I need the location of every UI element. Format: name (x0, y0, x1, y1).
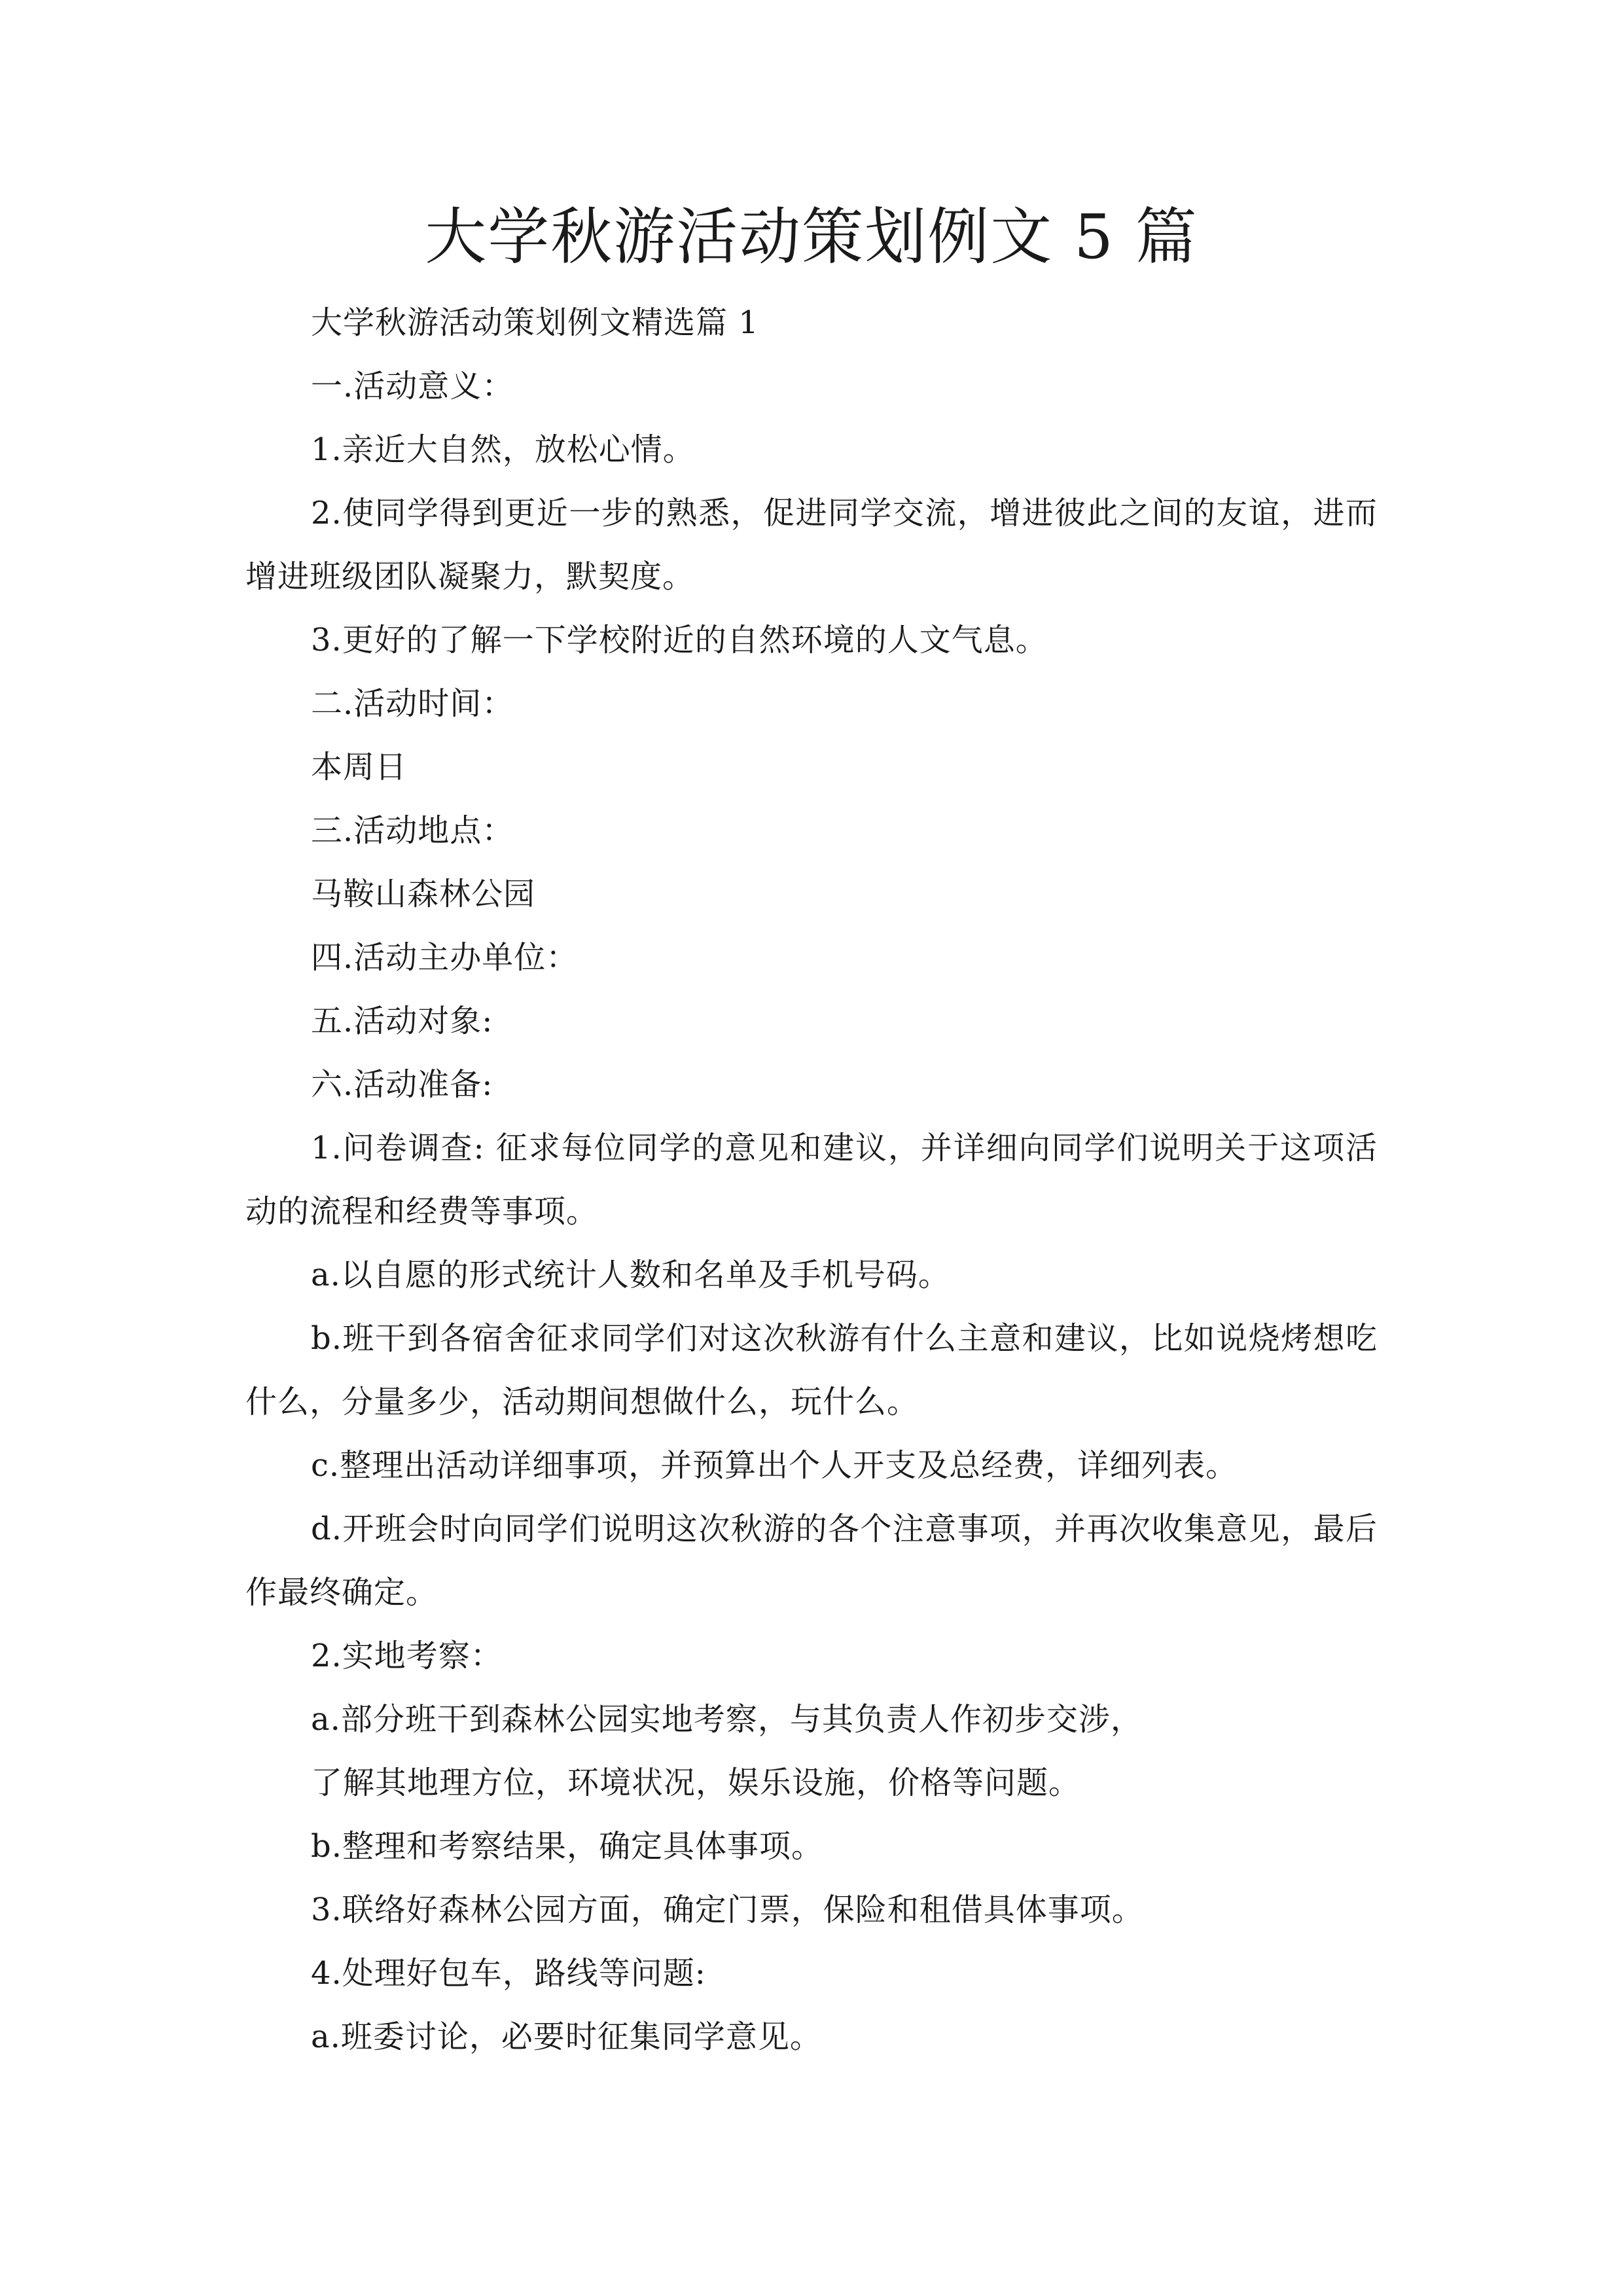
section-heading: 大学秋游活动策划例文精选篇 1 (311, 304, 759, 341)
paragraph: a.以自愿的形式统计人数和名单及手机号码。 (311, 1257, 950, 1293)
paragraph: 2.使同学得到更近一步的熟悉，促进同学交流，增进彼此之间的友谊，进而增进班级团队凝聚力，默契度。 (245, 495, 1378, 595)
paragraph: 六.活动准备: (311, 1066, 493, 1103)
paragraph: d.开班会时向同学们说明这次秋游的各个注意事项，并再次收集意见，最后作最终确定。 (245, 1511, 1378, 1611)
paragraph: 三.活动地点： (311, 812, 514, 849)
paragraph: c.整理出活动详细事项，并预算出个人开支及总经费，详细列表。 (311, 1447, 1238, 1484)
paragraph: 4.处理好包车，路线等问题: (311, 1955, 706, 1992)
paragraph: 1.亲近大自然，放松心情。 (311, 431, 695, 468)
paragraph: 二.活动时间： (311, 685, 514, 722)
paragraph: 3.更好的了解一下学校附近的自然环境的人文气息。 (311, 622, 1048, 658)
paragraph: b.整理和考察结果，确定具体事项。 (311, 1828, 823, 1865)
paragraph: 了解其地理方位，环境状况，娱乐设施，价格等问题。 (311, 1765, 1081, 1801)
paragraph: 1.问卷调查: 征求每位同学的意见和建议，并详细向同学们说明关于这项活动的流程和经费等事项。 (245, 1130, 1378, 1230)
paragraph: b.班干到各宿舍征求同学们对这次秋游有什么主意和建议，比如说烧烤想吃什么，分量多少，活动期间想做什么，玩什么。 (245, 1320, 1378, 1420)
document-title: 大学秋游活动策划例文 5 篇 (425, 202, 1198, 273)
paragraph: a.班委讨论，必要时征集同学意见。 (311, 2018, 822, 2055)
paragraph: 四.活动主办单位： (311, 939, 579, 976)
paragraph: 本周日 (311, 749, 408, 785)
document-body (245, 291, 1378, 2069)
paragraph: 马鞍山森林公园 (311, 876, 536, 912)
paragraph: 五.活动对象: (311, 1003, 493, 1039)
paragraph: 一.活动意义： (311, 368, 514, 404)
paragraph: a.部分班干到森林公园实地考察，与其负责人作初步交涉， (311, 1701, 1143, 1738)
paragraph: 2.实地考察： (311, 1638, 503, 1674)
paragraph: 3.联络好森林公园方面，确定门票，保险和租借具体事项。 (311, 1892, 1144, 1928)
